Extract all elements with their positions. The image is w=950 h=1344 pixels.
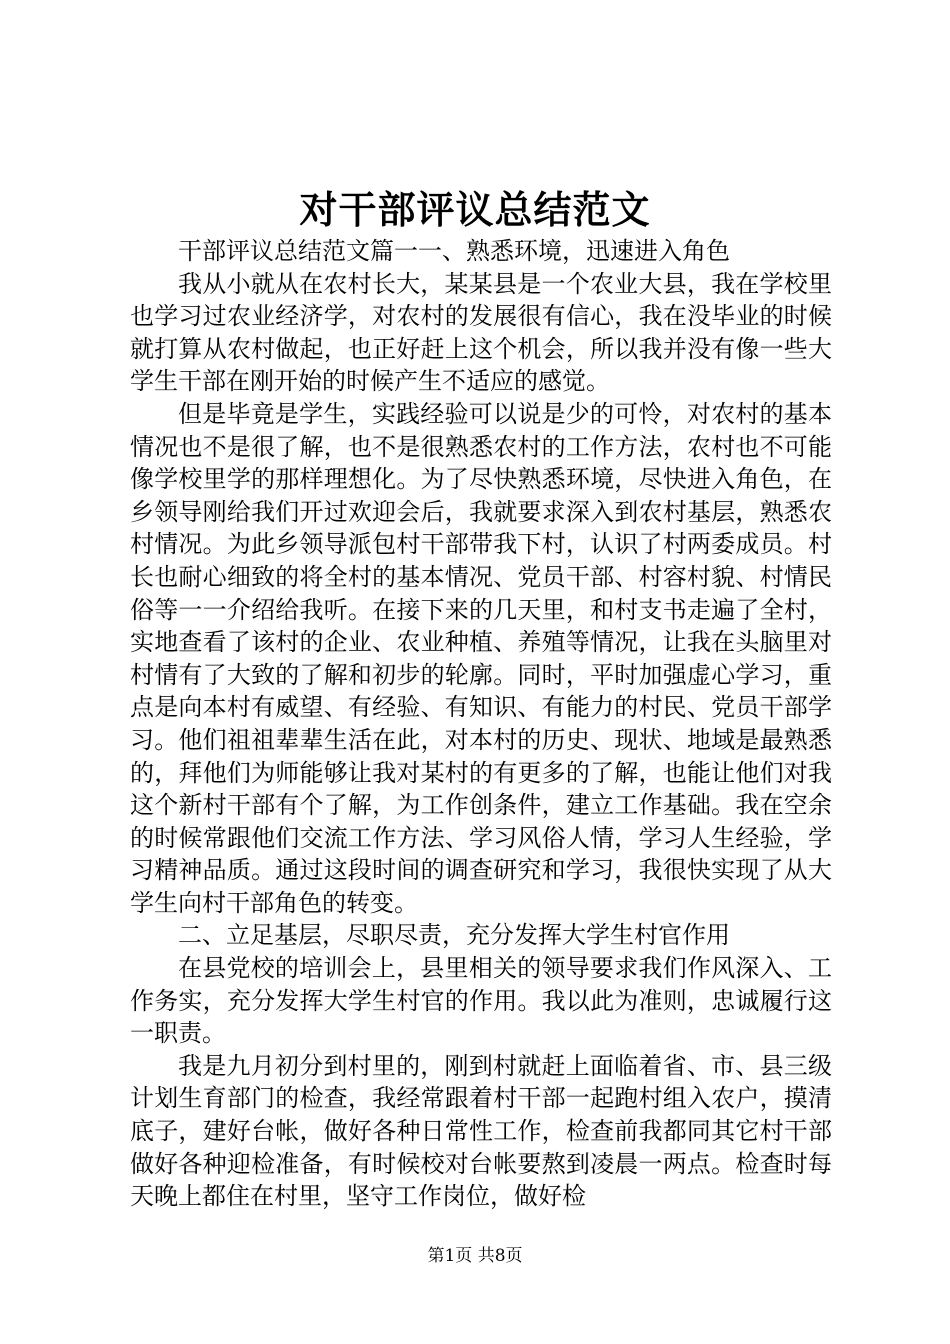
- paragraph: 干部评议总结范文篇一一、熟悉环境，迅速进入角色: [178, 237, 730, 265]
- paragraph: 但是毕竟是学生，实践经验可以说是少的可怜，对农村的基本情况也不是很了解，也不是很熟悉农村的工作方法，农村也不可能像学校里学的那样理想化。为了尽快熟悉环境，尽快进入角色，在乡领导刚给我们开过欢迎会后，我就要求深入到农村基层，熟悉农村情况。为此乡领导派包村干部带我下村，认识了村两委成员。村长也耐心细致的将全村的基本情况、党员干部、村容村貌、村情民俗等一一介绍给我听。在接下来的几天里，和村支书走遍了全村，实地查看了该村的企业、农业种植、养殖等情况，让我在头脑里对村情有了大致的了解和初步的轮廓。同时，平时加强虚心学习，重点是向本村有威望、有经验、有知识、有能力的村民、党员干部学习。他们祖祖辈辈生活在此，对本村的历史、现状、地域是最熟悉的，拜他们为师能够让我对某村的有更多的了解，也能让他们对我这个新村干部有个了解，为工作创条件，建立工作基础。我在空余的时候常跟他们交流工作方法、学习风俗人情，学习人生经验，学习精神品质。通过这段时间的调查研究和学习，我很快实现了从大学生向村干部角色的转变。: [130, 399, 832, 917]
- document-title: 对干部评议总结范文: [299, 187, 651, 232]
- paragraph: 在县党校的培训会上，县里相关的领导要求我们作风深入、工作务实，充分发挥大学生村官的作用。我以此为准则，忠诚履行这一职责。: [130, 954, 832, 1048]
- page-footer: 第1页 共8页: [427, 1246, 523, 1266]
- paragraph: 我是九月初分到村里的，刚到村就赶上面临着省、市、县三级计划生育部门的检查，我经常跟着村干部一起跑村组入农户，摸清底子，建好台帐，做好各种日常性工作，检查前我都同其它村干部做好各种迎检准备，有时候校对台帐要熬到凌晨一两点。检查时每天晚上都住在村里，坚守工作岗位，做好检: [130, 1051, 832, 1211]
- paragraph: 二、立足基层，尽职尽责，充分发挥大学生村官作用: [178, 921, 730, 950]
- paragraph: 我从小就从在农村长大，某某县是一个农业大县，我在学校里也学习过农业经济学，对农村的发展很有信心，我在没毕业的时候就打算从农村做起，也正好赶上这个机会，所以我并没有像一些大学生干部在刚开始的时候产生不适应的感觉。: [130, 269, 832, 396]
- document-body: [130, 235, 832, 1213]
